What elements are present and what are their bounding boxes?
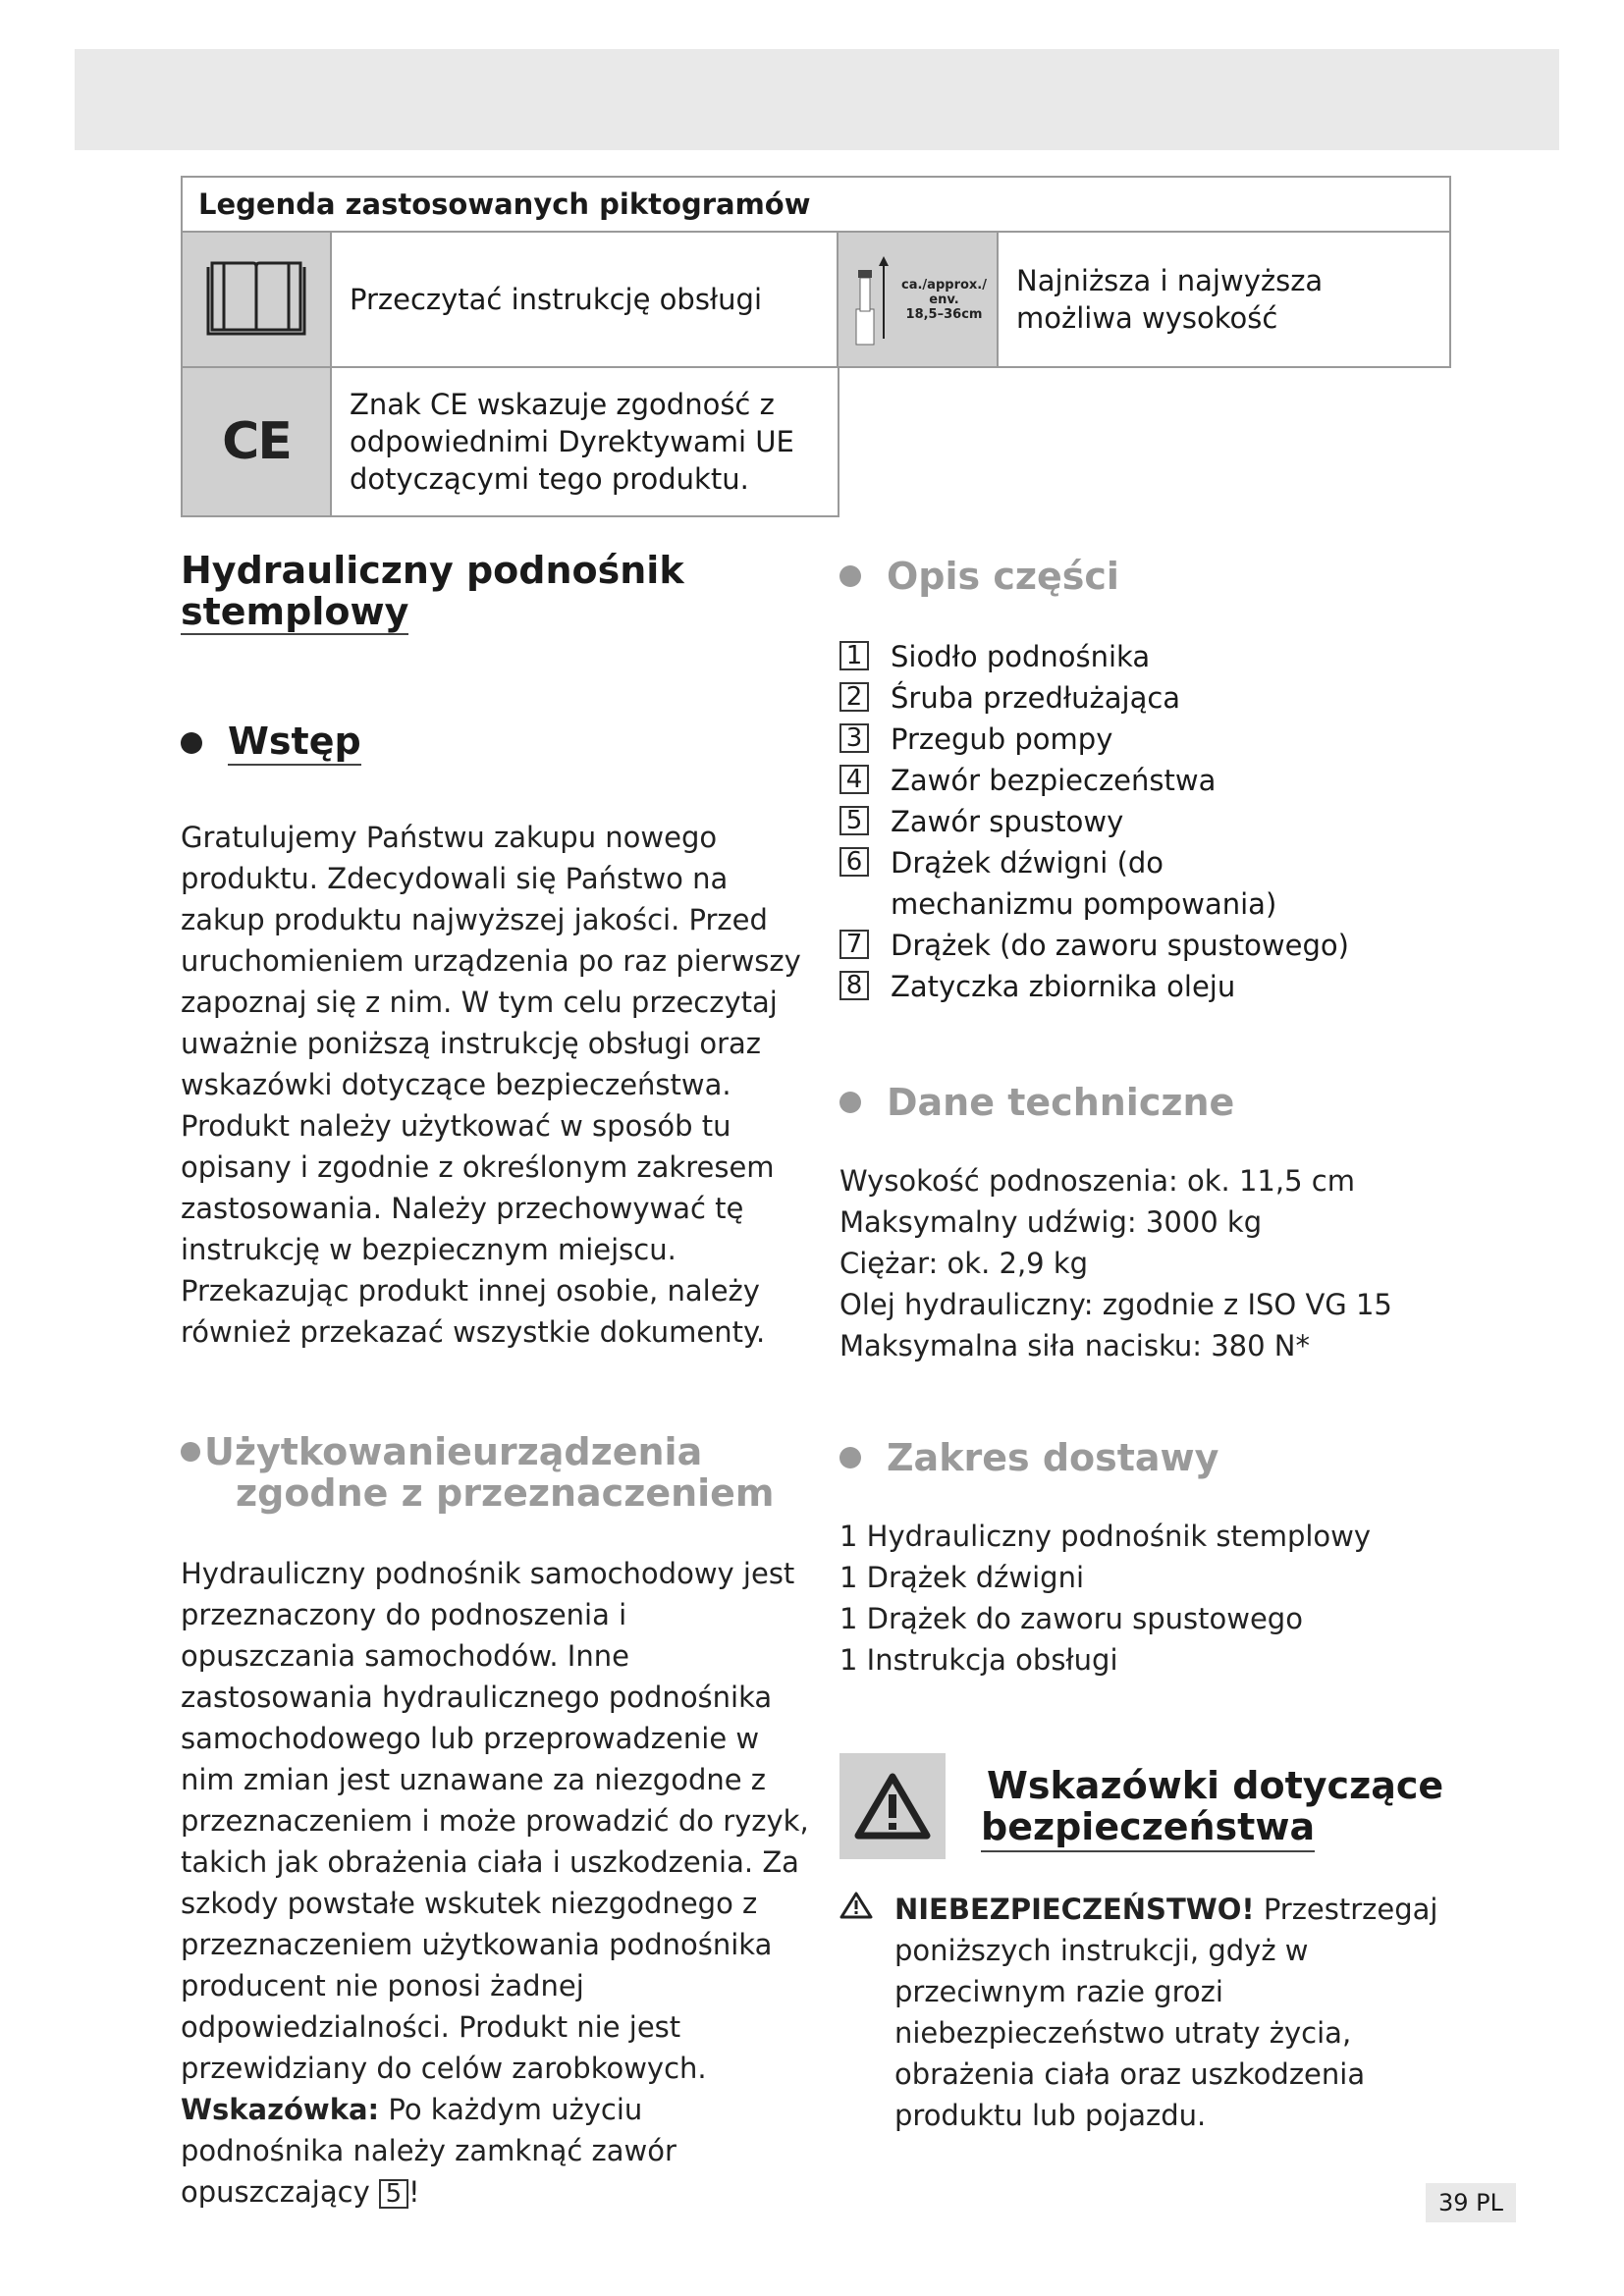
delivery-line: 1 Hydrauliczny podnośnik stemplowy xyxy=(839,1520,1372,1553)
list-item xyxy=(839,801,1468,842)
part-label: Siodło podnośnika xyxy=(891,640,1151,673)
part-label: Przegub pompy xyxy=(891,722,1113,756)
danger-label: NIEBEZPIECZEŃSTWO! xyxy=(894,1893,1255,1926)
pictogram-legend xyxy=(181,176,1451,517)
part-number: 6 xyxy=(839,847,869,877)
ce-text: Znak CE wskazuje zgodność z odpowiednimi Dyrektywami UE dotyczącymi tego produktu. xyxy=(330,368,838,515)
tech-data xyxy=(839,1160,1468,1366)
part-label: Śruba przedłużająca xyxy=(891,681,1181,715)
tech-heading xyxy=(839,1082,1468,1123)
height-range-text: Najniższa i najwyższa możliwa wysokość xyxy=(1016,264,1324,335)
book-icon xyxy=(183,233,330,366)
intro-heading xyxy=(181,721,809,766)
part-label: Drążek dźwigni (do mechanizmu pompowania) xyxy=(891,846,1277,921)
part-number: 8 xyxy=(839,971,869,1000)
header-bar xyxy=(75,49,1559,150)
note-label: Wskazówka: xyxy=(181,2093,380,2126)
title-line-1: Hydrauliczny podnośnik xyxy=(181,549,684,592)
parts-list xyxy=(839,636,1468,1007)
usage-heading-line-1: Użytkowanieurządzenia xyxy=(204,1430,703,1473)
legend-row xyxy=(181,233,1451,368)
part-number: 1 xyxy=(839,641,869,670)
intro-text: Gratulujemy Państwu zakupu nowego produktu. Zdecydowali się Państwo na zakup produktu najwyższej jakości. Przed uruchomieniem urządzenia po raz pierwszy zapoznaj się z nim. W tym celu przeczytaj uważnie poniższą instrukcję obsługi oraz wskazówki dotyczące bezpieczeństwa. Produkt należy użytkować w sposób tu opisany i zgodnie z określonym zakresem zastosowania. Należy przechowywać tę instrukcję w bezpiecznym miejscu. Przekazując produkt innej osobie, należy również przekazać wszystkie dokumenty. xyxy=(181,821,801,1349)
ce-mark-icon xyxy=(183,368,330,515)
list-item xyxy=(839,636,1468,677)
bullet-icon xyxy=(839,565,861,587)
right-column xyxy=(839,550,1468,2136)
part-label: Zawór bezpieczeństwa xyxy=(891,764,1217,797)
height-label-1: ca./approx./ xyxy=(901,277,987,293)
page-number: 39 PL xyxy=(1426,2183,1516,2222)
title-line-2: stemplowy xyxy=(181,590,409,633)
tech-heading-text: Dane techniczne xyxy=(887,1081,1235,1124)
list-item xyxy=(839,760,1468,801)
ce-mark: CE xyxy=(222,412,291,471)
parts-heading-text: Opis części xyxy=(887,555,1119,598)
danger-text xyxy=(894,1889,1468,2136)
bullet-icon xyxy=(839,1447,861,1468)
list-item xyxy=(839,966,1468,1007)
part-reference: 5 xyxy=(379,2179,408,2209)
part-label: Zatyczka zbiornika oleju xyxy=(891,970,1236,1003)
delivery-line: 1 Drążek do zaworu spustowego xyxy=(839,1602,1303,1635)
usage-heading xyxy=(181,1431,809,1514)
list-item xyxy=(839,925,1468,966)
bullet-icon xyxy=(181,1442,200,1462)
height-range-icon xyxy=(839,233,999,366)
read-manual-text: Przeczytać instrukcję obsługi xyxy=(330,233,839,366)
warning-icon xyxy=(839,1889,894,2136)
safety-heading-line-2: bezpieczeństwa xyxy=(981,1805,1315,1852)
usage-text: Hydrauliczny podnośnik samochodowy jest przeznaczony do podnoszenia i opuszczania samochodów. Inne zastosowania hydraulicznego podnośnika samochodowego lub przeprowadzenie w nim zmian jest uznawane za niezgodne z przeznaczeniem i może prowadzić do ryzyk, takich jak obrażenia ciała i uszkodzenia. Za szkody powstałe wskutek niezgodnego z przeznaczeniem użytkowania podnośnika producent nie ponosi żadnej odpowiedzialności. Produkt nie jest przewidziany do celów zarobkowych. xyxy=(181,1557,809,2085)
bullet-icon xyxy=(181,732,202,754)
danger-body: Przestrzegaj poniższych instrukcji, gdyż w przeciwnym razie grozi niebezpieczeństwo utraty życia, obrażenia ciała oraz uszkodzenia produktu lub pojazdu. xyxy=(894,1893,1438,2132)
tech-line: Wysokość podnoszenia: ok. 11,5 cm xyxy=(839,1164,1355,1198)
part-label: Drążek (do zaworu spustowego) xyxy=(891,929,1349,962)
height-label-3: 18,5–36cm xyxy=(905,306,983,322)
usage-heading-line-2: zgodne z przeznaczeniem xyxy=(236,1471,775,1515)
danger-note xyxy=(839,1889,1468,2136)
bullet-icon xyxy=(839,1092,861,1113)
usage-note xyxy=(181,2089,809,2213)
part-number: 7 xyxy=(839,930,869,959)
safety-heading-text xyxy=(981,1765,1443,1847)
delivery-line: 1 Drążek dźwigni xyxy=(839,1561,1085,1594)
safety-heading xyxy=(839,1753,1468,1859)
left-column xyxy=(181,550,809,2213)
tech-line: Olej hydrauliczny: zgodnie z ISO VG 15 xyxy=(839,1288,1392,1321)
safety-heading-line-1: Wskazówki dotyczące xyxy=(987,1764,1444,1807)
delivery-heading xyxy=(839,1437,1468,1478)
list-item xyxy=(839,677,1468,719)
list-item xyxy=(839,842,1468,925)
legend-row xyxy=(181,368,839,517)
part-label: Zawór spustowy xyxy=(891,805,1124,838)
parts-heading xyxy=(839,556,1468,597)
delivery-list xyxy=(839,1516,1468,1681)
intro-heading-text: Wstęp xyxy=(228,721,361,766)
warning-triangle-icon xyxy=(839,1753,946,1859)
delivery-heading-text: Zakres dostawy xyxy=(887,1436,1219,1479)
legend-title: Legenda zastosowanych piktogramów xyxy=(181,176,1451,233)
part-number: 4 xyxy=(839,765,869,794)
height-label-2: env. xyxy=(929,292,959,307)
tech-line: Ciężar: ok. 2,9 kg xyxy=(839,1247,1089,1280)
page-title xyxy=(181,550,809,632)
part-number: 2 xyxy=(839,682,869,712)
height-range-label xyxy=(901,278,987,322)
note-text: Po każdym użyciu podnośnika należy zamknąć zawór opuszczający xyxy=(181,2093,677,2209)
tech-line: Maksymalny udźwig: 3000 kg xyxy=(839,1205,1263,1239)
part-number: 5 xyxy=(839,806,869,835)
note-end: ! xyxy=(407,2175,420,2209)
delivery-line: 1 Instrukcja obsługi xyxy=(839,1643,1118,1677)
part-number: 3 xyxy=(839,723,869,753)
tech-line: Maksymalna siła nacisku: 380 N* xyxy=(839,1329,1310,1362)
list-item xyxy=(839,719,1468,760)
